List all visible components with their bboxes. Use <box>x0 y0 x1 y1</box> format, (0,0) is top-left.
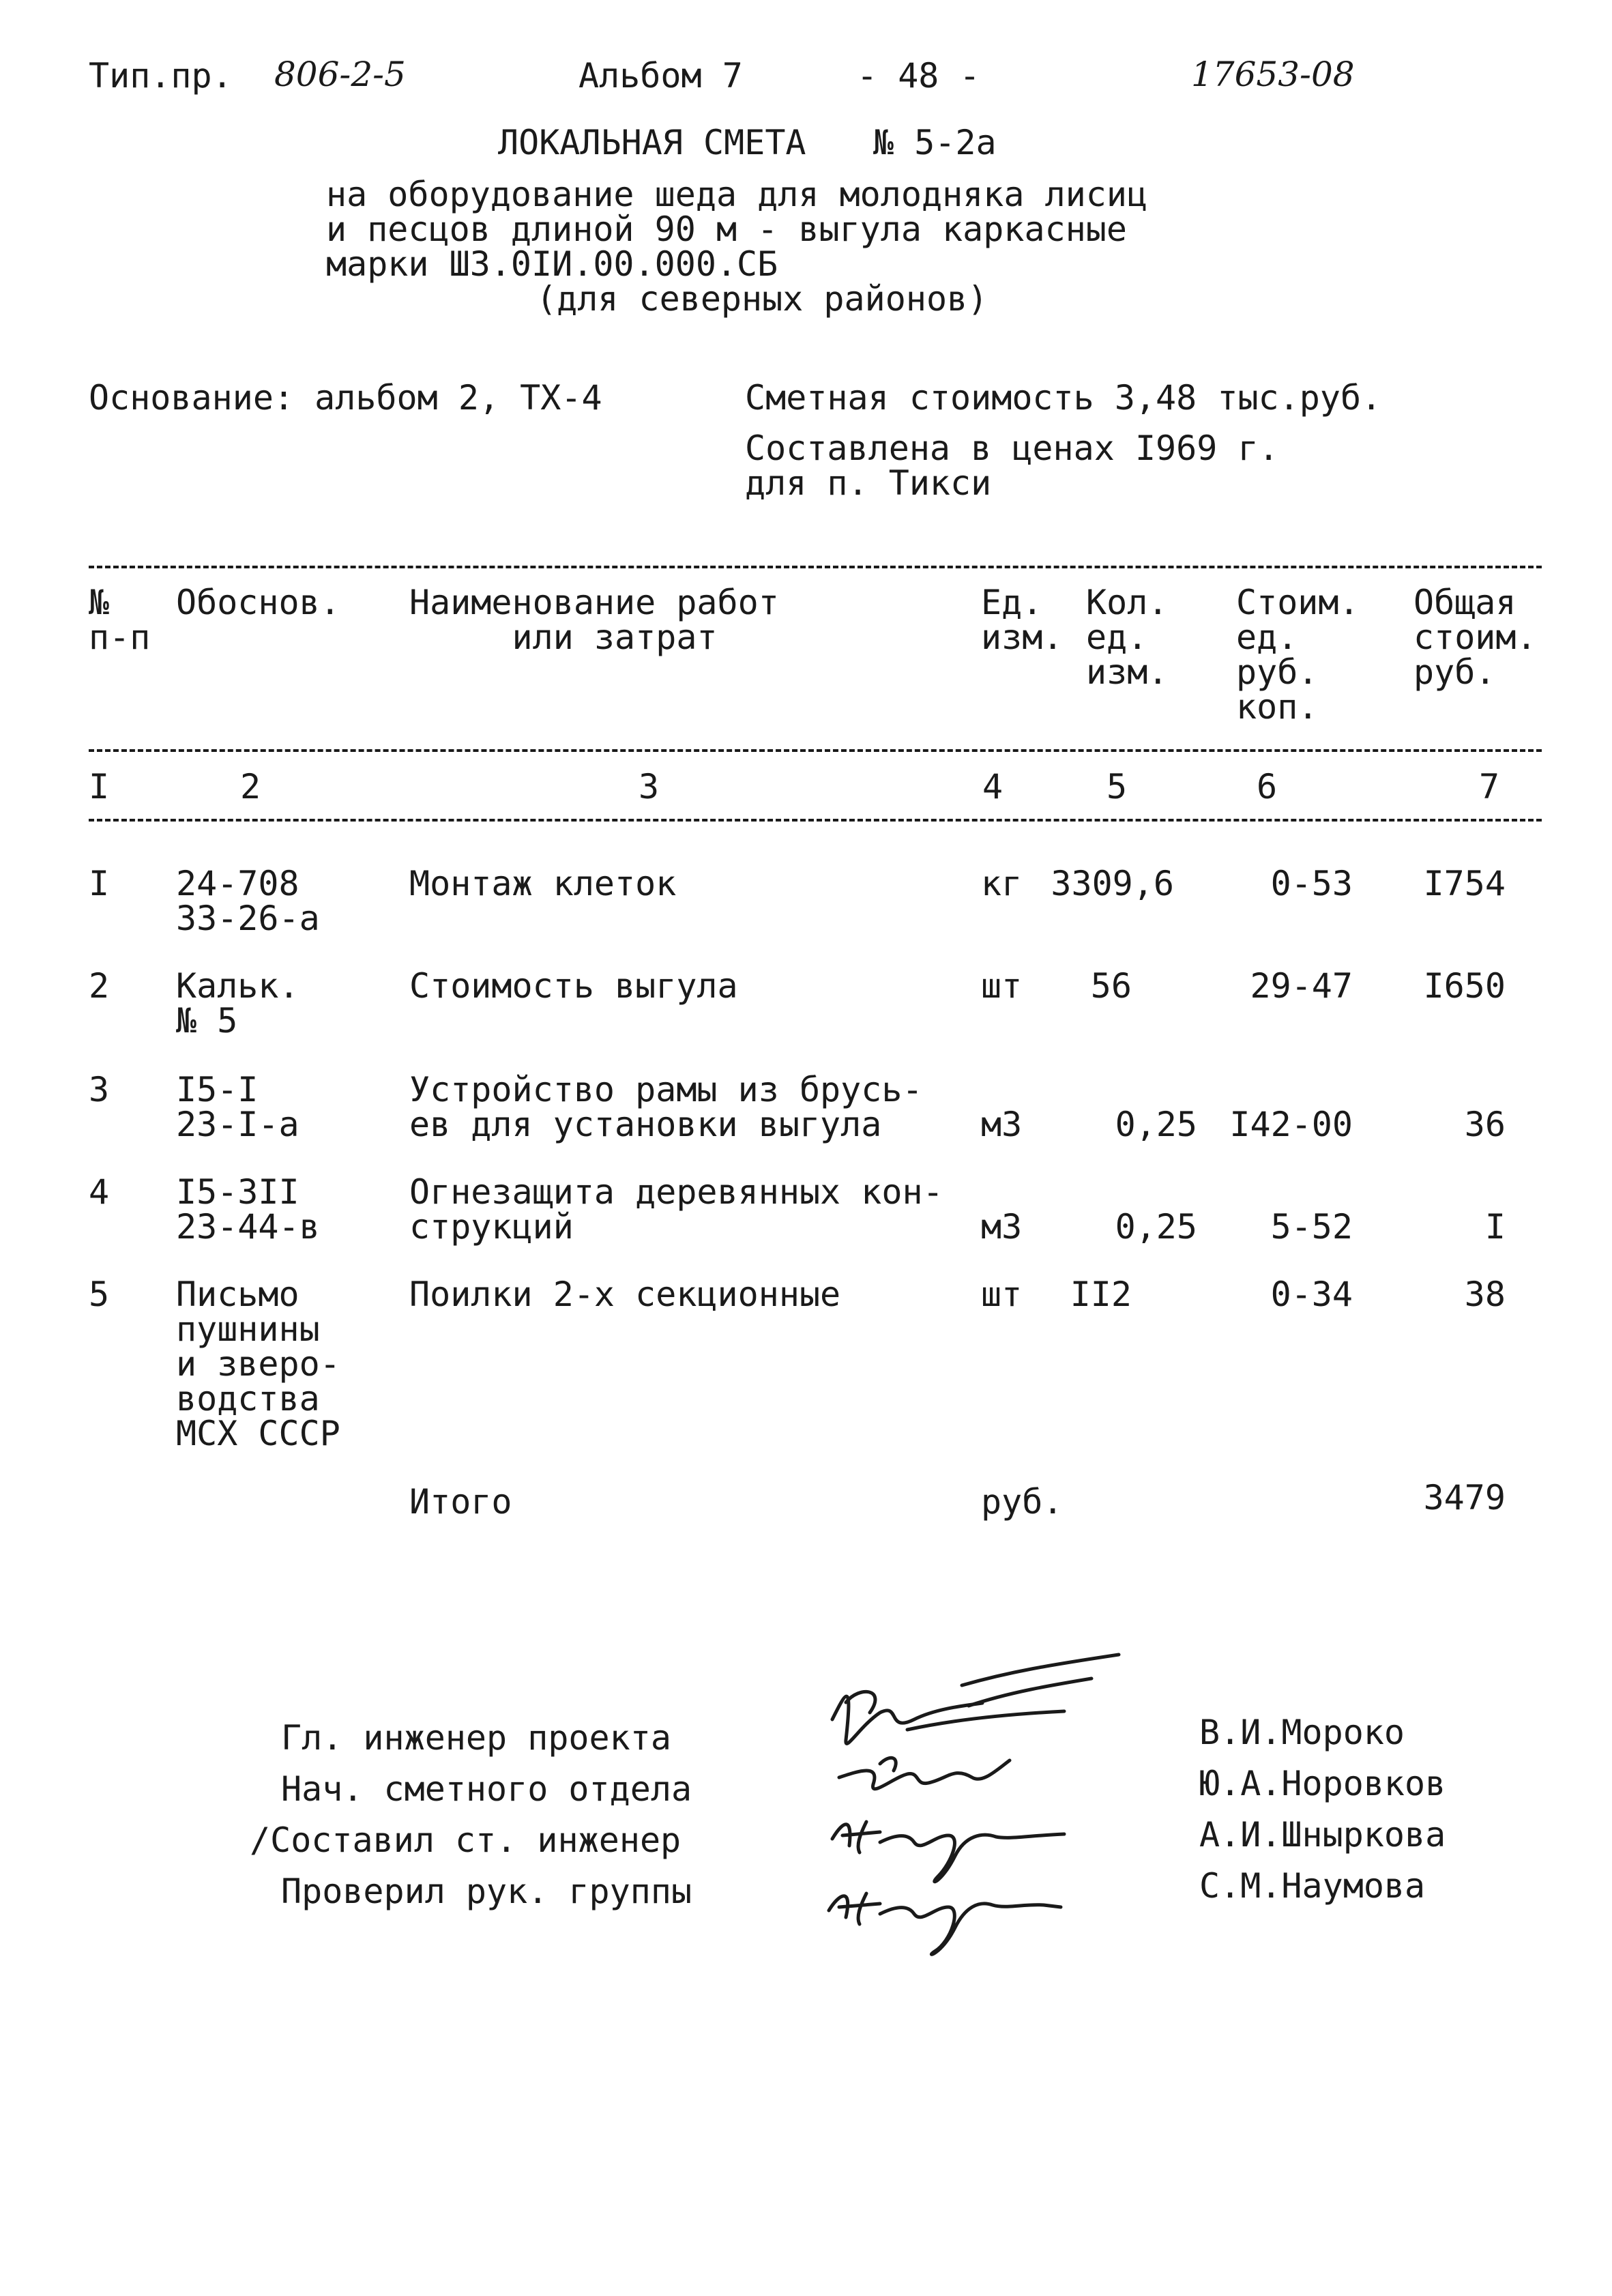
row-2-price: 29-47 <box>1250 966 1353 1006</box>
row-3-total: 36 <box>1464 1105 1506 1144</box>
price-year: Составлена в ценах I969 г. <box>745 428 1279 468</box>
total-label: Итого <box>409 1482 512 1522</box>
estimated-cost: Сметная стоимость 3,48 тыс.руб. <box>745 378 1382 418</box>
row-3-number: 3 <box>89 1070 110 1109</box>
row-5-basis: Письмо пушнины и зверо- водства МСХ СССР <box>176 1275 340 1453</box>
row-5-price: 0-34 <box>1270 1275 1353 1314</box>
signature-role: Гл. инженер проекта <box>281 1718 671 1758</box>
row-2-unit: шт <box>981 966 1023 1006</box>
column-number: I <box>89 767 110 806</box>
col-header-total: Общая стоим. руб. <box>1413 583 1537 692</box>
document-number: № 5-2а <box>873 123 997 162</box>
row-3-basis: I5-I 23-I-а <box>176 1070 299 1144</box>
signature-name: С.М.Наумова <box>1199 1866 1426 1906</box>
col-header-unit: Ед. изм. <box>981 583 1064 657</box>
row-1-number: I <box>89 864 110 903</box>
location: для п. Тикси <box>745 463 992 503</box>
title-line-4: (для северных районов) <box>536 279 988 319</box>
signature-name: Ю.А.Норовков <box>1199 1764 1446 1803</box>
header-tip-value: 806-2-5 <box>274 55 406 94</box>
row-1-total: I754 <box>1423 864 1506 903</box>
header-album: Альбом 7 <box>578 56 743 96</box>
column-number: 7 <box>1479 767 1500 806</box>
table-rule-numbers <box>89 819 1542 822</box>
row-5-unit: шт <box>981 1275 1023 1314</box>
table-rule-header <box>89 749 1542 752</box>
header-code: 17653-08 <box>1191 55 1355 94</box>
row-1-basis: 24-708 33-26-а <box>176 864 320 938</box>
row-5-name: Поилки 2-х секционные <box>409 1275 841 1314</box>
signature-role: Нач. сметного отдела <box>281 1769 692 1809</box>
row-1-qty: 3309,6 <box>1051 864 1174 903</box>
col-header-price: Стоим. ед. руб. коп. <box>1236 583 1360 727</box>
row-3-name: Устройство рамы из брусь- ев для установки выгула <box>409 1070 923 1144</box>
handwritten-signatures <box>805 1638 1132 1965</box>
header-page-number: - 48 - <box>857 56 980 96</box>
row-3-qty: 0,25 <box>1115 1105 1197 1144</box>
total-unit: руб. <box>981 1482 1064 1522</box>
column-number: 6 <box>1257 767 1278 806</box>
row-4-name: Огнезащита деревянных кон- струкций <box>409 1172 943 1247</box>
row-2-qty: 56 <box>1090 966 1132 1006</box>
row-5-number: 5 <box>89 1275 110 1314</box>
row-5-qty: II2 <box>1070 1275 1132 1314</box>
title-line-3: марки ШЗ.0IИ.00.000.СБ <box>326 244 778 284</box>
row-4-total: I <box>1484 1207 1506 1247</box>
signature-role: /Составил ст. инженер <box>250 1820 682 1860</box>
title-line-1: на оборудование шеда для молодняка лисиц <box>326 175 1148 214</box>
column-number: 3 <box>639 767 660 806</box>
document-title: ЛОКАЛЬНАЯ СМЕТА <box>498 123 806 162</box>
row-2-name: Стоимость выгула <box>409 966 738 1006</box>
basis-text: Основание: альбом 2, ТХ-4 <box>89 378 602 418</box>
signature-name: А.И.Шныркова <box>1199 1815 1446 1855</box>
row-1-price: 0-53 <box>1270 864 1353 903</box>
row-4-unit: м3 <box>981 1207 1023 1247</box>
row-2-number: 2 <box>89 966 110 1006</box>
column-number: 5 <box>1107 767 1128 806</box>
table-rule-top <box>89 566 1542 568</box>
title-line-2: и песцов длиной 90 м - выгула каркасные <box>326 209 1127 249</box>
row-1-name: Монтаж клеток <box>409 864 677 903</box>
row-2-basis: Кальк. № 5 <box>176 966 299 1041</box>
row-3-price: I42-00 <box>1229 1105 1353 1144</box>
col-header-basis: Обоснов. <box>176 583 340 622</box>
signature-name: В.И.Мороко <box>1199 1713 1405 1752</box>
header-tip-label: Тип.пр. <box>89 56 233 96</box>
row-3-unit: м3 <box>981 1105 1023 1144</box>
row-4-price: 5-52 <box>1270 1207 1353 1247</box>
row-1-unit: кг <box>981 864 1023 903</box>
signature-role: Проверил рук. группы <box>281 1872 692 1911</box>
col-header-number: № п-п <box>89 583 151 657</box>
row-4-number: 4 <box>89 1172 110 1212</box>
row-2-total: I650 <box>1423 966 1506 1006</box>
total-value: 3479 <box>1423 1478 1506 1517</box>
column-number: 4 <box>982 767 1003 806</box>
column-number: 2 <box>240 767 261 806</box>
col-header-qty: Кол. ед. изм. <box>1086 583 1169 692</box>
row-4-basis: I5-3II 23-44-в <box>176 1172 320 1247</box>
col-header-name: Наименование работ или затрат <box>409 583 779 657</box>
row-4-qty: 0,25 <box>1115 1207 1197 1247</box>
row-5-total: 38 <box>1464 1275 1506 1314</box>
